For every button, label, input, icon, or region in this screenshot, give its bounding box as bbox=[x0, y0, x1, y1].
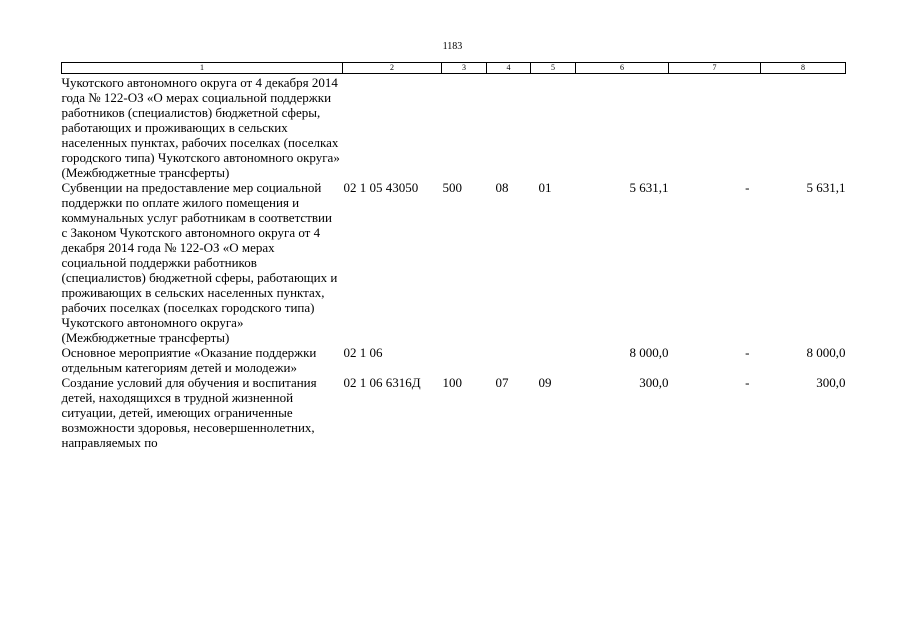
row-total: 8 000,0 bbox=[806, 345, 846, 360]
row-change: - bbox=[745, 180, 750, 195]
row-vr bbox=[442, 74, 487, 181]
page-number: 1183 bbox=[442, 41, 463, 52]
row-vr: 500 bbox=[442, 180, 462, 195]
row-sum: 5 631,1 bbox=[629, 180, 669, 195]
row-total: 5 631,1 bbox=[806, 180, 846, 195]
row-name: Создание условий для обучения и воспитания детей, находящихся в трудной жизненной ситуации, детей, имеющих ограниченные возможности здоровья, несовершеннолетних, направляемых по bbox=[61, 375, 317, 450]
row-rz: 08 bbox=[495, 180, 509, 195]
column-header: 6 bbox=[576, 63, 669, 74]
row-total: 300,0 bbox=[816, 375, 846, 390]
row-name: Чукотского автономного округа от 4 декабря 2014 года № 122-ОЗ «О мерах социальной поддержки работников (специалистов) бюджетной сферы, работающих и проживающих в сельских населенных пунктах, рабочих поселках (поселках городского типа) Чукотского автономного округа» (Межбюджетные трансферты) bbox=[61, 75, 340, 180]
column-number-row bbox=[62, 63, 846, 74]
row-vr bbox=[442, 345, 487, 375]
row-sum: 8 000,0 bbox=[629, 345, 669, 360]
row-pr: 09 bbox=[538, 375, 552, 390]
column-header: 8 bbox=[761, 63, 846, 74]
row-sum: 300,0 bbox=[639, 375, 669, 390]
row-change bbox=[669, 74, 761, 181]
row-rz bbox=[487, 74, 531, 181]
row-vr: 100 bbox=[442, 375, 462, 390]
row-code: 02 1 05 43050 bbox=[343, 180, 419, 195]
row-code: 02 1 06 6316Д bbox=[343, 375, 421, 390]
column-header: 4 bbox=[487, 63, 531, 74]
row-code: 02 1 06 bbox=[343, 345, 383, 360]
row-code bbox=[343, 74, 442, 181]
table-row bbox=[62, 375, 846, 450]
row-pr bbox=[531, 74, 576, 181]
row-name: Субвенции на предоставление мер социальной поддержки по оплате жилого помещения и коммунальных услуг работникам в соответствии с Законом Чукотского автономного округа от 4 декабря 2014 года № 122-ОЗ «О мерах социальной поддержки работников (специалистов) бюджетной сферы, работающих и проживающих в сельских населенных пунктах, рабочих поселках (поселках городского типа) Чукотского автономного округа» (Межбюджетные трансферты) bbox=[61, 180, 338, 345]
column-header: 7 bbox=[669, 63, 761, 74]
row-sum bbox=[576, 74, 669, 181]
table-row bbox=[62, 74, 846, 181]
row-pr bbox=[531, 345, 576, 375]
column-header: 1 bbox=[62, 63, 343, 74]
row-rz: 07 bbox=[495, 375, 509, 390]
budget-table bbox=[61, 62, 846, 450]
row-change: - bbox=[745, 375, 750, 390]
column-header: 2 bbox=[343, 63, 442, 74]
row-change: - bbox=[745, 345, 750, 360]
table-row bbox=[62, 345, 846, 375]
row-total bbox=[761, 74, 846, 181]
column-header: 3 bbox=[442, 63, 487, 74]
column-header: 5 bbox=[531, 63, 576, 74]
table-row bbox=[62, 180, 846, 345]
row-pr: 01 bbox=[538, 180, 552, 195]
row-rz bbox=[487, 345, 531, 375]
row-name: Основное мероприятие «Оказание поддержки отдельным категориям детей и молодежи» bbox=[61, 345, 317, 375]
